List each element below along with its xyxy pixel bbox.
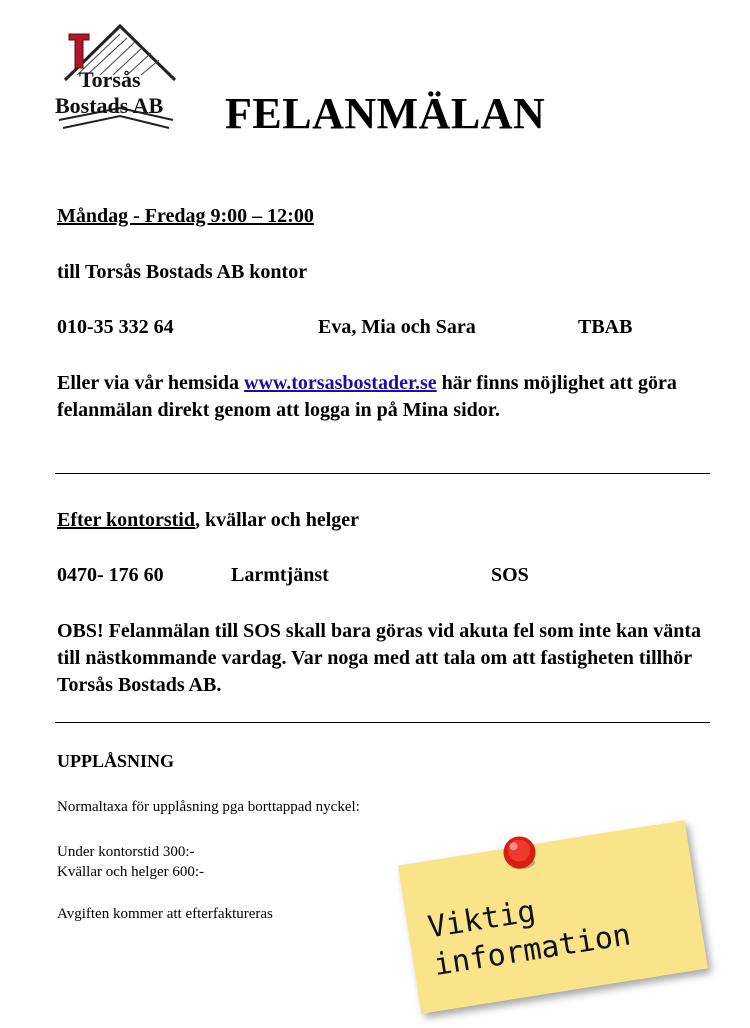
after-hours-service: Larmtjänst [231,564,329,586]
logo [55,20,180,135]
website-link[interactable]: www.torsasbostader.se [244,372,437,394]
unlock-office-price: Under kontorstid 300:- [57,844,195,860]
unlock-intro: Normaltaxa för upplåsning pga borttappad nyckel: [57,799,360,815]
after-hours-heading [57,509,359,532]
after-hours-rest: , kvällar och helger [194,509,360,531]
pushpin-icon [494,827,544,877]
logo-text-company: Torsås [79,67,141,92]
after-hours-label: Efter kontorstid [57,509,195,531]
page-title: FELANMÄLAN [225,89,546,138]
logo-text-subtitle: Bostads AB [55,93,164,118]
website-paragraph [57,370,707,424]
section-divider [55,473,710,474]
section-divider [55,722,710,723]
after-hours-notice: OBS! Felanmälan till SOS skall bara göras vid akuta fel som inte kan vänta till nästkommande vardag. Var noga med att tala om att fastigheten tillhör Torsås Bostads AB. [57,620,701,696]
unlock-heading: UPPLÅSNING [57,751,175,771]
office-phone: 010-35 332 64 [57,316,174,338]
after-hours-org: SOS [491,564,529,586]
website-prefix: Eller via vår hemsida [57,372,240,394]
office-org: TBAB [578,316,633,338]
sticky-note [398,820,708,1014]
website-suffix: här finns möjlighet att göra felanmälan direkt genom att logga in på Mina sidor. [57,372,677,421]
unlock-evening-price: Kvällar och helger 600:- [57,864,205,880]
office-recipient: till Torsås Bostads AB kontor [57,261,308,283]
office-hours: Måndag - Fredag 9:00 – 12:00 [57,205,314,227]
office-contacts: Eva, Mia och Sara [318,316,476,338]
sticky-note-text: Viktig information [425,893,634,983]
after-hours-phone: 0470- 176 60 [57,564,164,586]
unlock-billing: Avgiften kommer att efterfaktureras [57,906,273,922]
